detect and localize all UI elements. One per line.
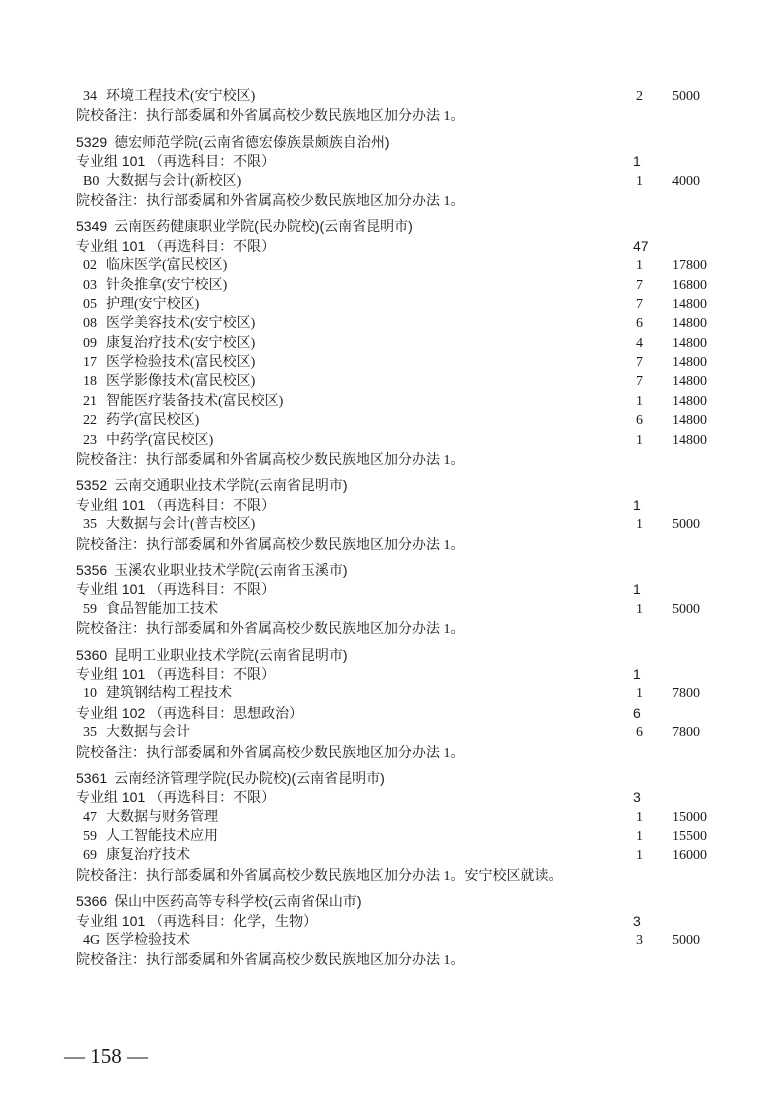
plan-count: 1	[636, 829, 643, 845]
group-label: 专业组 101 （再选科目：不限）	[76, 789, 276, 806]
school-code: 5329	[76, 133, 108, 150]
tuition-fee: 4000	[672, 173, 700, 189]
major-row	[76, 334, 736, 353]
tuition-fee: 7800	[672, 686, 700, 702]
major-row	[76, 392, 736, 411]
major-code: 34	[83, 89, 97, 104]
school-note	[76, 866, 736, 885]
major-row	[76, 276, 736, 295]
school-name: 云南经济管理学院(民办院校)(云南省昆明市)	[114, 769, 385, 786]
major-code: 35	[83, 725, 97, 741]
school-code: 5366	[76, 893, 108, 910]
group-count: 3	[633, 912, 641, 929]
major-name: 环境工程技术(安宁校区)	[106, 89, 256, 104]
school-note	[76, 191, 736, 210]
plan-count: 3	[636, 933, 643, 949]
school-header	[76, 769, 736, 788]
group-count: 1	[633, 153, 641, 170]
tuition-fee: 5000	[672, 601, 700, 617]
tuition-fee: 16800	[672, 277, 707, 293]
tuition-fee: 14800	[672, 296, 707, 312]
major-row	[76, 827, 736, 846]
plan-count: 1	[636, 258, 643, 274]
note-label: 院校备注：	[76, 107, 146, 124]
major-row	[76, 372, 736, 391]
major-name: 食品智能加工技术	[106, 601, 218, 617]
group-label: 专业组 101 （再选科目：不限）	[76, 237, 276, 254]
major-name: 人工智能技术应用	[106, 829, 218, 845]
group-count: 47	[633, 237, 649, 254]
major-row	[76, 723, 736, 742]
plan-count: 1	[636, 517, 643, 533]
major-name: 针灸推拿(安宁校区)	[106, 277, 228, 293]
major-row	[76, 931, 736, 950]
plan-count: 1	[636, 393, 643, 409]
group-label: 专业组 101 （再选科目：不限）	[76, 665, 276, 682]
note-text: 执行部委属和外省属高校少数民族地区加分办法 1。	[146, 953, 465, 969]
school-name: 保山中医药高等专科学校(云南省保山市)	[114, 893, 362, 910]
major-group-row	[76, 788, 736, 807]
plan-count: 7	[636, 374, 643, 390]
major-row	[76, 515, 736, 534]
plan-count: 1	[636, 173, 643, 189]
major-row	[76, 295, 736, 314]
school-name: 玉溪农业职业技术学院(云南省玉溪市)	[114, 561, 348, 578]
major-row	[76, 600, 736, 619]
plan-count: 6	[636, 413, 643, 429]
major-code: 18	[83, 374, 97, 390]
note-label: 院校备注：	[76, 743, 146, 760]
plan-count: 1	[636, 809, 643, 825]
major-row	[76, 684, 736, 703]
tuition-fee: 14800	[672, 393, 707, 409]
major-row	[76, 256, 736, 275]
tuition-fee: 14800	[672, 374, 707, 390]
major-group-row	[76, 237, 736, 256]
school-section	[76, 769, 736, 885]
school-name: 云南医药健康职业学院(民办院校)(云南省昆明市)	[114, 218, 413, 235]
note-label: 院校备注：	[76, 951, 146, 968]
school-header	[76, 892, 736, 911]
major-name: 医学检验技术	[106, 933, 190, 949]
plan-count: 1	[636, 686, 643, 702]
major-name: 临床医学(富民校区)	[106, 258, 228, 274]
group-label: 专业组 101 （再选科目：化学，生物）	[76, 912, 318, 929]
plan-count: 4	[636, 335, 643, 351]
major-group-row	[76, 704, 736, 723]
major-name: 康复治疗技术(安宁校区)	[106, 335, 256, 351]
tuition-fee: 14800	[672, 335, 707, 351]
major-code: 23	[83, 432, 97, 448]
major-code: 4G	[83, 933, 101, 949]
major-code: 69	[83, 848, 97, 864]
group-count: 1	[633, 496, 641, 513]
major-name: 大数据与会计(新校区)	[106, 173, 242, 189]
major-name: 医学影像技术(富民校区)	[106, 374, 256, 390]
major-code: 09	[83, 335, 97, 351]
school-note	[76, 535, 736, 554]
major-code: B0	[83, 173, 100, 189]
group-label: 专业组 101 （再选科目：不限）	[76, 153, 276, 170]
plan-count: 1	[636, 848, 643, 864]
major-name: 医学美容技术(安宁校区)	[106, 316, 256, 332]
note-label: 院校备注：	[76, 191, 146, 208]
major-group-row	[76, 665, 736, 684]
major-name: 医学检验技术(富民校区)	[106, 355, 256, 371]
major-row	[76, 431, 736, 450]
major-code: 22	[83, 413, 97, 429]
tuition-fee: 5000	[672, 89, 700, 104]
tuition-fee: 15500	[672, 829, 707, 845]
note-label: 院校备注：	[76, 535, 146, 552]
major-code: 21	[83, 393, 97, 409]
major-code: 08	[83, 316, 97, 332]
note-text: 执行部委属和外省属高校少数民族地区加分办法 1。	[146, 537, 465, 553]
note-text: 执行部委属和外省属高校少数民族地区加分办法 1。	[146, 622, 465, 638]
major-name: 智能医疗装备技术(富民校区)	[106, 393, 284, 409]
group-label: 专业组 101 （再选科目：不限）	[76, 581, 276, 598]
admission-plan-list	[76, 87, 736, 970]
plan-count: 6	[636, 725, 643, 741]
school-name: 德宏师范学院(云南省德宏傣族景颇族自治州)	[114, 133, 390, 150]
plan-count: 1	[636, 432, 643, 448]
major-code: 02	[83, 258, 97, 274]
major-group-row	[76, 152, 736, 171]
note-label: 院校备注：	[76, 620, 146, 637]
tuition-fee: 5000	[672, 933, 700, 949]
school-section	[76, 892, 736, 970]
tuition-fee: 7800	[672, 725, 700, 741]
school-name: 昆明工业职业技术学院(云南省昆明市)	[114, 646, 348, 663]
major-group-row	[76, 496, 736, 515]
school-section	[76, 476, 736, 554]
tuition-fee: 14800	[672, 355, 707, 371]
note-text: 执行部委属和外省属高校少数民族地区加分办法 1。	[146, 109, 465, 125]
school-code: 5349	[76, 218, 108, 235]
plan-count: 2	[636, 89, 643, 104]
school-section	[76, 87, 736, 126]
group-count: 3	[633, 789, 641, 806]
group-count: 6	[633, 704, 641, 721]
note-text: 执行部委属和外省属高校少数民族地区加分办法 1。安宁校区就读。	[146, 868, 563, 884]
group-label: 专业组 102 （再选科目：思想政治）	[76, 704, 304, 721]
school-note	[76, 450, 736, 469]
tuition-fee: 16000	[672, 848, 707, 864]
plan-count: 1	[636, 601, 643, 617]
major-row	[76, 314, 736, 333]
plan-count: 6	[636, 316, 643, 332]
major-name: 建筑钢结构工程技术	[106, 686, 232, 702]
major-code: 47	[83, 809, 97, 825]
school-section	[76, 217, 736, 469]
tuition-fee: 14800	[672, 316, 707, 332]
group-count: 1	[633, 581, 641, 598]
school-code: 5352	[76, 477, 108, 494]
school-header	[76, 561, 736, 580]
major-row	[76, 353, 736, 372]
group-count: 1	[633, 665, 641, 682]
tuition-fee: 14800	[672, 432, 707, 448]
major-row	[76, 411, 736, 430]
major-code: 59	[83, 601, 97, 617]
school-name: 云南交通职业技术学院(云南省昆明市)	[114, 477, 348, 494]
school-note	[76, 106, 736, 125]
major-row	[76, 808, 736, 827]
major-code: 05	[83, 296, 97, 312]
school-header	[76, 217, 736, 236]
group-label: 专业组 101 （再选科目：不限）	[76, 496, 276, 513]
major-code: 03	[83, 277, 97, 293]
plan-count: 7	[636, 296, 643, 312]
tuition-fee: 15000	[672, 809, 707, 825]
major-code: 59	[83, 829, 97, 845]
major-name: 康复治疗技术	[106, 848, 190, 864]
school-code: 5360	[76, 646, 108, 663]
major-row	[76, 172, 736, 191]
major-group-row	[76, 912, 736, 931]
plan-count: 7	[636, 355, 643, 371]
school-section	[76, 646, 736, 762]
note-text: 执行部委属和外省属高校少数民族地区加分办法 1。	[146, 193, 465, 209]
school-section	[76, 133, 736, 211]
tuition-fee: 5000	[672, 517, 700, 533]
school-header	[76, 646, 736, 665]
major-code: 17	[83, 355, 97, 371]
major-name: 大数据与财务管理	[106, 809, 218, 825]
major-code: 10	[83, 686, 97, 702]
school-header	[76, 476, 736, 495]
page-number: — 158 —	[64, 1044, 148, 1068]
school-note	[76, 950, 736, 969]
school-header	[76, 133, 736, 152]
plan-count: 7	[636, 277, 643, 293]
major-name: 药学(富民校区)	[106, 413, 200, 429]
major-name: 中药学(富民校区)	[106, 432, 214, 448]
school-section	[76, 561, 736, 639]
note-text: 执行部委属和外省属高校少数民族地区加分办法 1。	[146, 745, 465, 761]
major-name: 护理(安宁校区)	[106, 296, 200, 312]
major-row	[76, 87, 736, 106]
major-name: 大数据与会计(普吉校区)	[106, 517, 256, 533]
school-note	[76, 619, 736, 638]
tuition-fee: 17800	[672, 258, 707, 274]
major-name: 大数据与会计	[106, 725, 190, 741]
school-code: 5356	[76, 561, 108, 578]
major-row	[76, 846, 736, 865]
note-label: 院校备注：	[76, 866, 146, 883]
note-text: 执行部委属和外省属高校少数民族地区加分办法 1。	[146, 453, 465, 469]
major-group-row	[76, 580, 736, 599]
note-label: 院校备注：	[76, 451, 146, 468]
major-code: 35	[83, 517, 97, 533]
school-note	[76, 743, 736, 762]
school-code: 5361	[76, 769, 108, 786]
tuition-fee: 14800	[672, 413, 707, 429]
